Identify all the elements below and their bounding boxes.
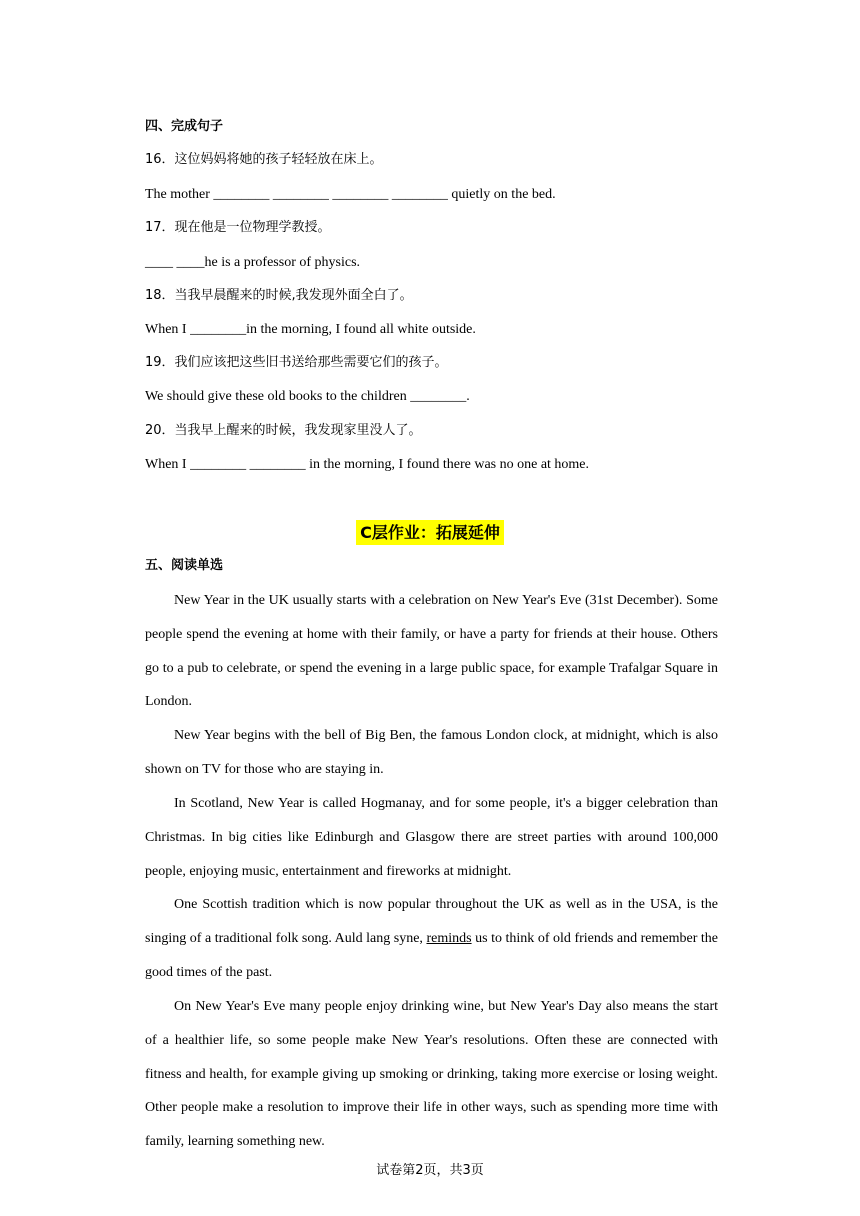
- underlined-word-reminds: reminds: [426, 930, 472, 946]
- layer-c-heading: [0, 520, 860, 543]
- question-19-english: We should give these old books to the children ________.: [145, 389, 470, 404]
- question-18-english: When I ________in the morning, I found all white outside.: [145, 322, 476, 337]
- layer-c-title: C层作业：拓展延伸: [356, 520, 504, 545]
- reading-paragraph-5: On New Year's Eve many people enjoy drinking wine, but New Year's Day also means the start of a healthier life, so some people make New Year's resolutions. Often these are connected with fitness and health, for example giving up smoking or drinking, taking more exercise or losing weight. Other people make a resolution to improve their life in other ways, such as spending more time with family, learning something new.: [145, 999, 718, 1150]
- paragraph-4-text-start: One Scottish tradition which is now popular throughout the UK as well as in the USA, is the singing of a traditional folk song. Auld lang syne,: [145, 897, 718, 946]
- reading-paragraph-3: In Scotland, New Year is called Hogmanay, and for some people, it's a bigger celebration than Christmas. In big cities like Edinburgh and Glasgow there are street parties with around 100,000 people, enjoying music, entertainment and fireworks at midnight.: [145, 796, 718, 879]
- question-19-chinese: 19．我们应该把这些旧书送给那些需要它们的孩子。: [145, 355, 448, 370]
- reading-paragraph-1: New Year in the UK usually starts with a celebration on New Year's Eve (31st December). Some people spend the evening at home with their family, or have a party for friends at their house. Others go to a pub to celebrate, or spend the evening in a large public space, for example Trafalgar Square in London.: [145, 593, 718, 710]
- paragraph-4-text-end: us to think of old friends and remember the good times of the past.: [145, 930, 719, 980]
- question-16-english: The mother ________ ________ ________ ________ quietly on the bed.: [145, 187, 556, 202]
- section5-title: 五、阅读单选: [145, 558, 224, 573]
- question-17-chinese: 17．现在他是一位物理学教授。: [145, 220, 331, 235]
- question-16-chinese: 16．这位妈妈将她的孩子轻轻放在床上。: [145, 152, 383, 167]
- question-17-english: ____ ____he is a professor of physics.: [145, 255, 361, 270]
- reading-paragraph-4: [145, 888, 718, 989]
- question-20-chinese: 20．当我早上醒来的时候，我发现家里没人了。: [145, 423, 422, 438]
- question-20-english: When I ________ ________ in the morning, I found there was no one at home.: [145, 457, 590, 472]
- reading-paragraph-2: New Year begins with the bell of Big Ben, the famous London clock, at midnight, which is also shown on TV for those who are staying in.: [145, 728, 718, 777]
- page-footer: 试卷第2页，共3页: [376, 1163, 484, 1178]
- section4-title: 四、完成句子: [145, 119, 224, 134]
- question-18-chinese: 18．当我早晨醒来的时候,我发现外面全白了。: [145, 288, 413, 303]
